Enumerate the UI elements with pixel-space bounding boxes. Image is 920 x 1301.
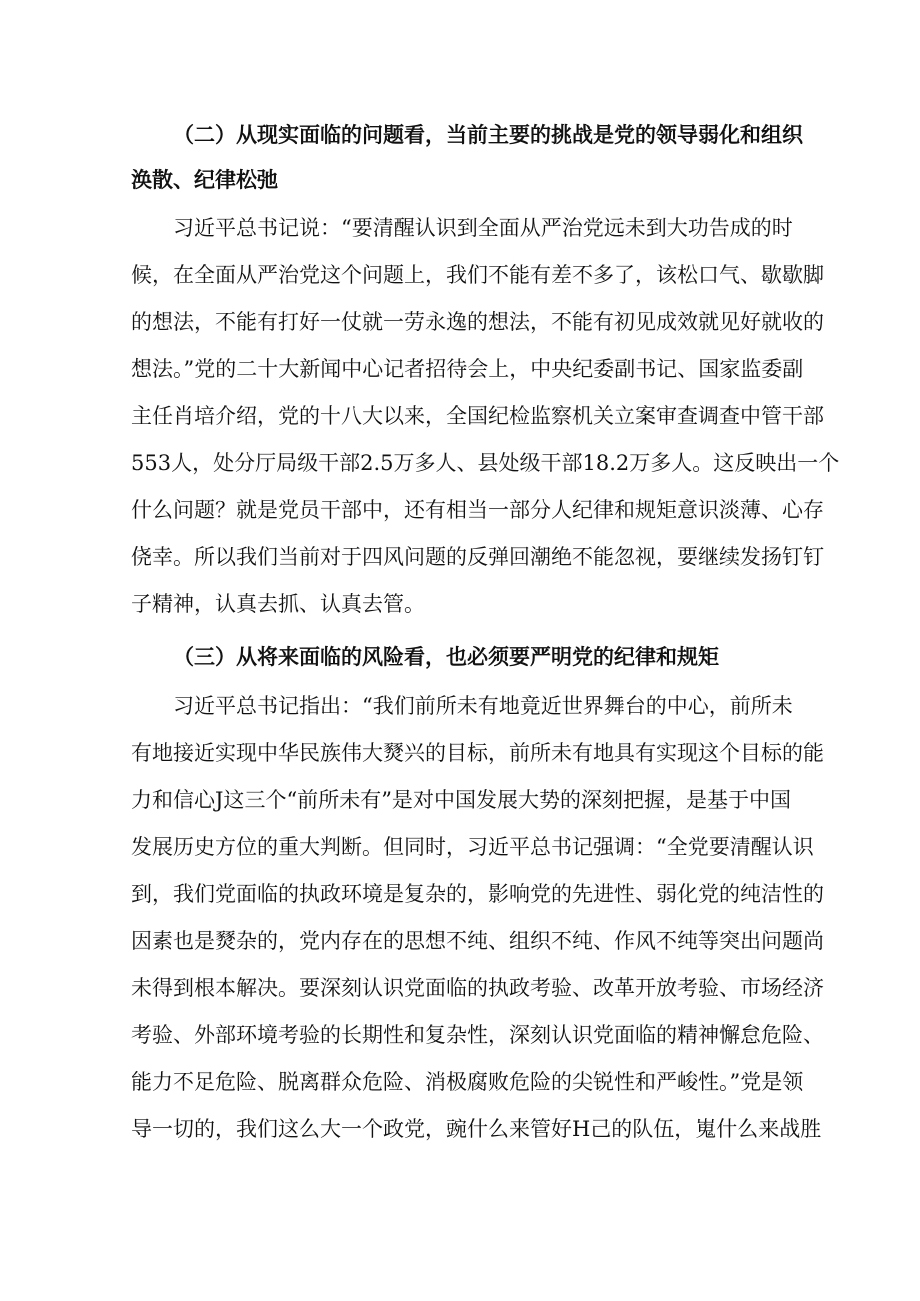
paragraph-line: 未得到根本解决。要深刻认识党面临的执政考验、改革开放考验、市场经济 <box>131 976 824 1000</box>
paragraph-line: 候，在全面从严治党这个问题上，我们不能有差不多了，该松口气、歇歇脚 <box>131 263 824 287</box>
paragraph-line: 导一切的，我们这么大一个政党，豌什么来管好H己的队伍，嵬什么来战胜 <box>131 1117 822 1141</box>
paragraph-line: 有地接近实现中华民族伟大燹兴的目标，前所未有地具有实现这个目标的能 <box>131 741 824 765</box>
paragraph-line: 子精神，认真去抓、认真去管。 <box>131 592 425 616</box>
paragraph-line: 发展历史方位的重大判断。但同时，习近平总书记强调：“全党要清醒认识 <box>131 835 814 859</box>
paragraph-line: 因素也是燹杂的，党内存在的思想不纯、组织不纯、作风不纯等突出问题尚 <box>131 929 824 953</box>
paragraph-line: 力和信心J这三个“前所未有”是对中国发展大势的深刻把握，是基于中国 <box>131 788 791 812</box>
paragraph-line: 考验、外部环境考验的长期性和复杂性，深刻认识党面临的精神懈怠危险、 <box>131 1023 824 1047</box>
section-heading-2-line-1: （二）从现实面临的问题看，当前主要的挑战是党的领导弱化和组织 <box>173 123 803 147</box>
paragraph-line: 能力不足危险、脱离群众危险、消极腐败危险的尖锐性和严峻性。”党是领 <box>131 1070 804 1094</box>
paragraph-line: 习近平总书记指出：“我们前所未有地竟近世界舞台的中心，前所未 <box>173 694 793 718</box>
paragraph-line: 习近平总书记说：“要清醒认识到全面从严治党远未到大功告成的时 <box>173 216 793 240</box>
paragraph-line: 侥幸。所以我们当前对于四风问题的反弹回潮绝不能忽视，要继续发扬钉钉 <box>131 545 824 569</box>
paragraph-line: 主任肖培介绍，党的十八大以来，全国纪检监察机关立案审查调查中管干部 <box>131 404 824 428</box>
paragraph-line: 553人，处分厅局级干部2.5万多人、县处级干部18.2万多人。这反映出一个 <box>131 451 840 475</box>
section-heading-2-line-2: 涣散、纪律松弛 <box>131 168 278 192</box>
paragraph-line: 到，我们党面临的执政环境是复杂的，影响党的先进性、弱化党的纯洁性的 <box>131 882 824 906</box>
section-heading-3: （三）从将来面临的风险看，也必须要严明党的纪律和规矩 <box>173 645 719 669</box>
paragraph-line: 的想法，不能有打好一仗就一劳永逸的想法，不能有初见成效就见好就收的 <box>131 310 824 334</box>
paragraph-line: 想法。”党的二十大新闻中心记者招待会上，中央纪委副书记、国家监委副 <box>131 357 804 381</box>
paragraph-line: 什么问题？就是党员干部中，还有相当一部分人纪律和规矩意识淡薄、心存 <box>131 498 824 522</box>
